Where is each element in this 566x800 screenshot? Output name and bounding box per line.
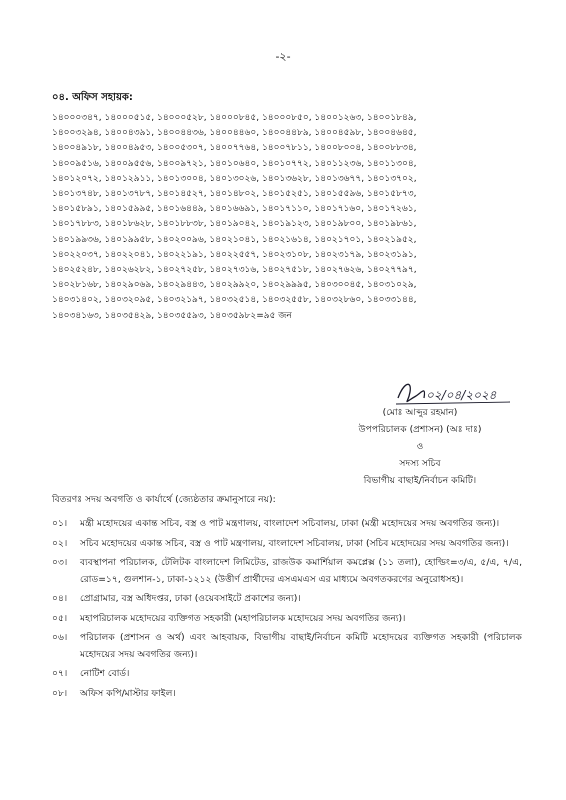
- distribution-item-text: নোটিশ বোর্ড।: [80, 668, 130, 679]
- distribution-item-number: ০৬।: [52, 632, 68, 643]
- roll-line: ১৪০৩১৪০২, ১৪০৩২০৯৫, ১৪০৩২১৯৭, ১৪০৩২৫১৪, ১৪০৩২৫৫৮, ১৪০৩২৮৬০, ১৪০৩৩১৪৪,: [52, 295, 417, 306]
- distribution-item-number: ০৭।: [52, 668, 68, 679]
- roll-line: ১৪০০৩২৯৪, ১৪০০৪৩৯১, ১৪০০৪৪৩৬, ১৪০০৪৪৬০, ১৪০০৪৪৮৯, ১৪০০৪৫৯৮, ১৪০০৪৬৪৫,: [52, 128, 417, 139]
- roll-line: ১৪০০৯৫১৬, ১৪০০৯৫৫৬, ১৪০০৯৭২১, ১৪০১০৬৪০, ১৪০১০৭৭২, ১৪০১১২৩৬, ১৪০১১৩০৪,: [52, 158, 417, 169]
- distribution-item-text: মহাপরিচালক মহোদয়ের ব্যক্তিগত সহকারী (মহাপরিচালক মহোদয়ের সদয় অবগতির জন্য)।: [80, 612, 406, 624]
- roll-line: ১৪০১৯৯৩৬, ১৪০১৯৯৫৮, ১৪০২০০৯৬, ১৪০২১০৪১, ১৪০২১৬১৪, ১৪০২১৭০১, ১৪০২১৯৫২,: [52, 234, 417, 245]
- distribution-list: [52, 516, 522, 705]
- distribution-item-text: সচিব মহোদয়ের একান্ত সচিব, বস্ত্র ও পাট মন্ত্রণালয়, বাংলাদেশ সচিবালয়, ঢাকা (সচিব মহোদয়ের সদয় অবগতির জন্য)।: [80, 537, 509, 549]
- signatory-committee: বিভাগীয় বাছাই/নির্বাচন কমিটি।: [363, 475, 477, 486]
- distribution-item-text: ব্যবস্থাপনা পরিচালক, টেলিটক বাংলাদেশ লিমিটেড, রাজউক কমার্শিয়াল কমপ্লেক্স (১১ তলা), হোল্ডিং=৩/এ, ৫/এ, ৭/এ, রোড=১৭, গুলশান-১, ঢাকা-১২১২ (উত্তীর্ণ প্রার্থীদের এসএমএস এর মাধ্যমে অবগতকরণের অনুরোধসহ)।: [80, 557, 522, 585]
- distribution-item-number: ০২।: [52, 537, 68, 549]
- distribution-item: [52, 536, 522, 553]
- roll-line: ১৪০২৮১৬৮, ১৪০২৯০৬৯, ১৪০২৯৪৪৩, ১৪০২৯৯২০, ১৪০২৯৯৯৫, ১৪০৩০০৪৫, ১৪০৩১০২৯,: [52, 280, 417, 291]
- distribution-item-number: ০৩।: [52, 557, 68, 568]
- signatory-name: (মোঃ আব্দুর রহমান): [382, 407, 458, 418]
- distribution-item: [52, 516, 522, 533]
- distribution-item-text: প্রোগ্রামার, বস্ত্র অধিদপ্তর, ঢাকা (ওয়েবসাইটে প্রকাশের জন্য)।: [80, 593, 301, 604]
- signatory-conjunction: ও: [416, 441, 424, 452]
- roll-line: ১৪০০৪৯১৮, ১৪০০৪৯৫৩, ১৪০০৫৩০৭, ১৪০০৭৭৬৪, ১৪০০৭৮১১, ১৪০০৮০০৪, ১৪০০৮৮৩৪,: [52, 143, 417, 154]
- roll-line: ১৪০৩৪১৬৩, ১৪০৩৫৪২৯, ১৪০৩৫৫৯৩, ১৪০৩৫৯৮২=৯৫ জন: [52, 310, 292, 321]
- distribution-item-text: অফিস কপি/মাস্টার ফাইল।: [80, 687, 176, 699]
- page-number: -২-: [275, 50, 291, 63]
- roll-line: ১৪০২২০৩৭, ১৪০২২০৪১, ১৪০২২১৯১, ১৪০২২৫৫৭, ১৪০২৩১০৮, ১৪০২৩১৭৯, ১৪০২৩১৯১,: [52, 249, 417, 260]
- signatory-block: [310, 404, 530, 489]
- svg-text:০২/০৪/২০২৪: ০২/০৪/২০২৪: [426, 388, 497, 402]
- roll-line: ১৪০১৩৭৪৮, ১৪০১৩৭৮৭, ১৪০১৪৫২৭, ১৪০১৪৮০২, ১৪০১৫২৫১, ১৪০১৫৫৯৬, ১৪০১৫৮৭৩,: [52, 189, 417, 200]
- distribution-item: [52, 611, 522, 628]
- distribution-item: [52, 686, 522, 703]
- section-title: ০৪. অফিস সহায়ক:: [52, 92, 133, 103]
- roll-line: ১৪০১৫৮৯১, ১৪০১৫৯৯৫, ১৪০১৬৪৪৯, ১৪০১৬৬৯১, ১৪০১৭১১০, ১৪০১৭১৬০, ১৪০১৭২৬১,: [52, 204, 417, 215]
- distribution-heading: বিতরণঃ সদয় অবগতি ও কার্যার্থে (জ্যেষ্ঠতার ক্রমানুসারে নয়):: [52, 494, 276, 505]
- distribution-item-number: ০৪।: [52, 593, 68, 604]
- distribution-item: [52, 591, 522, 608]
- roll-number-list: [52, 111, 522, 324]
- signatory-role: সদস্য সচিব: [399, 458, 441, 469]
- distribution-item-text: পরিচালক (প্রশাসন ও অর্থ) এবং আহবায়ক, বিভাগীয় বাছাই/নির্বাচন কমিটি মহোদয়ের ব্যক্তিগত সহকারী (পরিচালক মহোদয়ের সদয় অবগতির জন্য)।: [80, 632, 522, 660]
- distribution-item-number: ০৮।: [52, 687, 68, 699]
- distribution-item: [52, 666, 522, 683]
- distribution-item-text: মন্ত্রী মহোদয়ের একান্ত সচিব, বস্ত্র ও পাট মন্ত্রণালয়, বাংলাদেশ সচিবালয়, ঢাকা (মন্ত্রী মহোদয়ের সদয় অবগতির জন্য)।: [80, 518, 500, 529]
- roll-line: ১৪০১২০৭২, ১৪০১২৯১১, ১৪০১৩০০৪, ১৪০১৩০২৬, ১৪০১৩৬২৮, ১৪০১৩৬৭৭, ১৪০১৩৭০২,: [52, 173, 417, 184]
- distribution-item: [52, 630, 522, 663]
- roll-line: ১৪০১৭৮৮৩, ১৪০১৮৬২৮, ১৪০১৮৮৩৮, ১৪০১৯০৪২, ১৪০১৯১২৩, ১৪০১৯৮০০, ১৪০১৯৮৬১,: [52, 219, 417, 230]
- signatory-designation: উপপরিচালক (প্রশাসন) (অঃ দাঃ): [358, 424, 482, 435]
- roll-line: ১৪০২৫২৪৮, ১৪০২৬২৮২, ১৪০২৭২৫৮, ১৪০২৭৩১৬, ১৪০২৭৫১৮, ১৪০২৭৬২৬, ১৪০২৭৭৯৭,: [52, 265, 417, 276]
- distribution-item-number: ০১।: [52, 518, 68, 529]
- distribution-item: [52, 555, 522, 588]
- roll-line: ১৪০০০৩৪৭, ১৪০০০৫১৫, ১৪০০০৫২৮, ১৪০০০৮৪৫, ১৪০০০৮৫০, ১৪০০১২৬৩, ১৪০০১৮৪৯,: [52, 113, 417, 123]
- distribution-item-number: ০৫।: [52, 612, 68, 624]
